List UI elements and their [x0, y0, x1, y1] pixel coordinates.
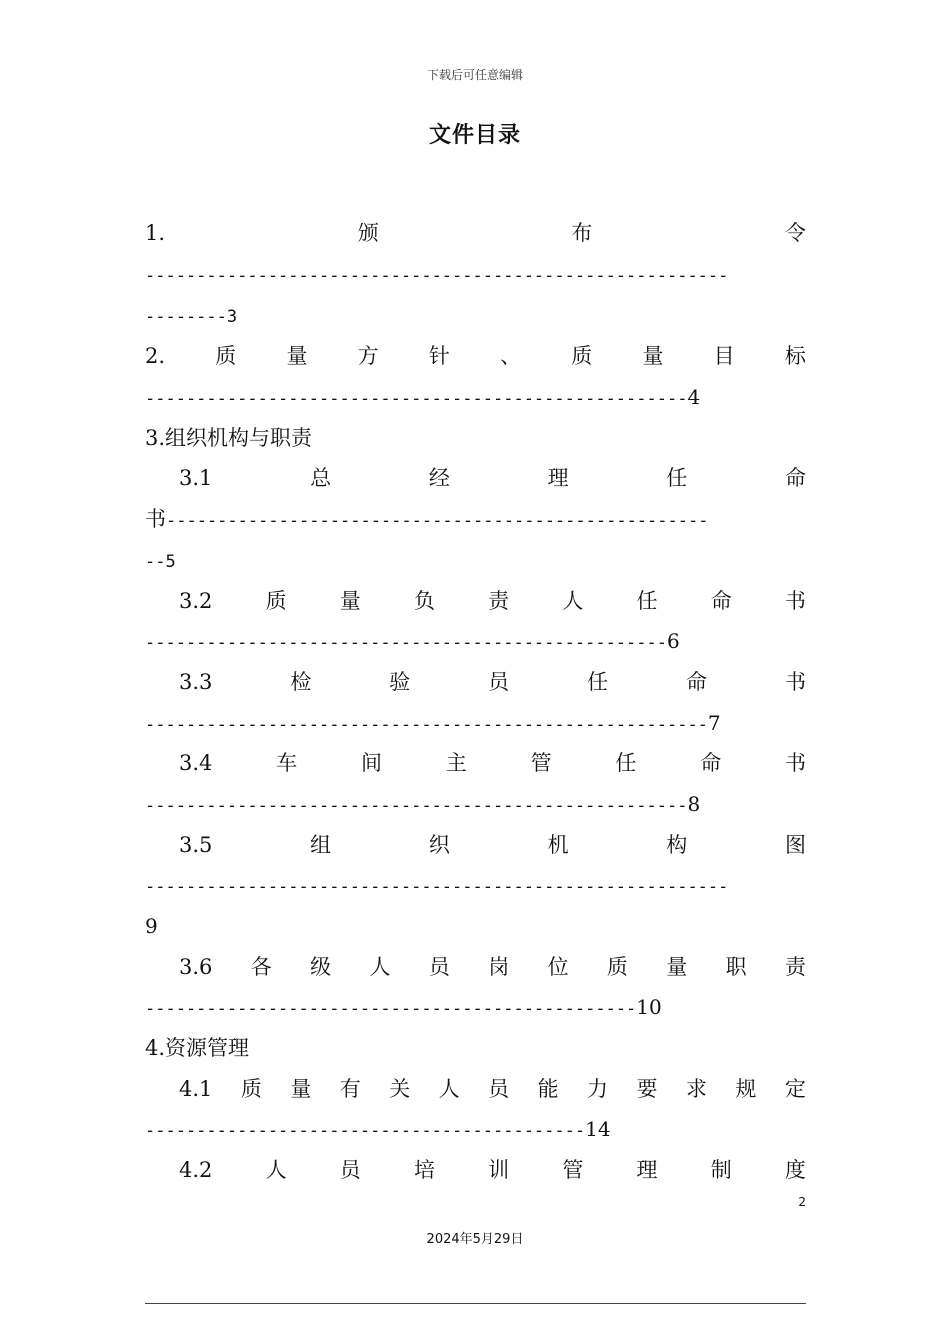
- toc-word: 岗: [488, 955, 510, 979]
- page-number: 2: [798, 1195, 806, 1209]
- toc-entry-3-4[interactable]: [179, 748, 806, 778]
- toc-word: 质: [240, 1077, 262, 1101]
- toc-word: 书: [784, 751, 806, 775]
- toc-word: 图: [785, 833, 806, 857]
- toc-word: 1.: [145, 221, 166, 245]
- toc-page-ref: 4: [687, 385, 701, 409]
- toc-word: 责: [488, 589, 510, 613]
- toc-word: 4.1: [179, 1077, 213, 1101]
- toc-page-ref: --5: [145, 552, 176, 572]
- toc-word: 命: [785, 466, 806, 490]
- toc-word: 度: [784, 1158, 806, 1182]
- toc-word: 量: [666, 955, 688, 979]
- toc-word: 理: [636, 1158, 658, 1182]
- toc-word: 车: [276, 751, 298, 775]
- toc-word: 3.1: [179, 466, 213, 490]
- toc-word: 量: [286, 344, 308, 368]
- toc-word: 理: [547, 466, 569, 490]
- toc-word: 书: [784, 670, 806, 694]
- toc-entry-3-6[interactable]: [179, 952, 806, 982]
- toc-word: 3.5: [179, 833, 213, 857]
- toc-word: 力: [587, 1077, 609, 1101]
- toc-word: 规: [735, 1077, 757, 1101]
- toc-page-ref: --------3: [145, 307, 238, 327]
- toc-entry-4[interactable]: 4.资源管理: [145, 1036, 250, 1060]
- toc-leader-3-1: [145, 504, 806, 534]
- toc-word: 质: [265, 589, 287, 613]
- toc-word: 标: [784, 344, 806, 368]
- toc-leader-2: [145, 382, 806, 412]
- toc-page-ref: 7: [707, 711, 721, 735]
- toc-word: 间: [361, 751, 382, 775]
- toc-word: 3.3: [179, 670, 213, 694]
- toc-word: 质: [571, 344, 593, 368]
- toc-word: 3.4: [179, 751, 213, 775]
- toc-word: 命: [686, 670, 708, 694]
- toc-word: 构: [666, 833, 688, 857]
- toc-word: 方: [357, 344, 379, 368]
- toc-leader-1: [145, 259, 806, 289]
- toc-word: 质: [606, 955, 628, 979]
- toc-word: 任: [666, 466, 688, 490]
- toc-word: 书: [145, 507, 166, 531]
- toc-word: 命: [710, 589, 732, 613]
- toc-word: 量: [290, 1077, 312, 1101]
- toc-entry-3-2[interactable]: [179, 586, 806, 616]
- toc-word: 3.2: [179, 589, 213, 613]
- toc-word: 管: [530, 751, 552, 775]
- dot-leader: -----------------------------------------------------: [145, 796, 688, 816]
- toc-entry-1[interactable]: [145, 218, 806, 248]
- toc-leader-3-2: [145, 626, 806, 656]
- toc-word: 训: [488, 1158, 510, 1182]
- toc-entry-3-1[interactable]: [179, 463, 806, 493]
- toc-word: 级: [310, 955, 332, 979]
- toc-leader-3-5: [145, 870, 806, 900]
- toc-entry-2[interactable]: [145, 341, 806, 371]
- toc-leader-3-1-end: [145, 545, 806, 575]
- toc-word: 人: [562, 589, 584, 613]
- toc-word: 制: [710, 1158, 732, 1182]
- toc-word: 能: [537, 1077, 559, 1101]
- toc-word: 2.: [145, 344, 166, 368]
- dot-leader: -------------------------------------------: [145, 1121, 586, 1141]
- toc-word: 目: [713, 344, 735, 368]
- toc-page-ref: 8: [687, 792, 701, 816]
- toc-word: 员: [488, 670, 510, 694]
- toc-word: 主: [445, 751, 467, 775]
- toc-word: 任: [587, 670, 609, 694]
- toc-word: 求: [685, 1077, 707, 1101]
- dot-leader: ---------------------------------------------------------: [145, 266, 729, 286]
- toc-page-ref: 10: [636, 995, 662, 1019]
- toc-word: 布: [571, 221, 593, 245]
- toc-word: 定: [784, 1077, 806, 1101]
- toc-word: 人: [369, 955, 391, 979]
- toc-leader-3-5-end: [145, 911, 806, 941]
- toc-word: 量: [642, 344, 664, 368]
- toc-word: 培: [413, 1158, 435, 1182]
- toc-word: 3.6: [179, 955, 213, 979]
- toc-leader-3-3: [145, 708, 806, 738]
- toc-word: 验: [389, 670, 411, 694]
- toc-leader-1-end: [145, 300, 806, 330]
- toc-leader-3-4: [145, 789, 806, 819]
- toc-word: 量: [339, 589, 361, 613]
- toc-word: 要: [636, 1077, 658, 1101]
- dot-leader: ---------------------------------------------------: [145, 633, 667, 653]
- toc-word: 针: [428, 344, 450, 368]
- toc-word: 管: [562, 1158, 584, 1182]
- toc-word: 、: [500, 344, 522, 368]
- toc-word: 关: [389, 1077, 411, 1101]
- toc-word: 员: [488, 1077, 510, 1101]
- toc-page-ref: 14: [585, 1117, 611, 1141]
- toc-word: 员: [339, 1158, 361, 1182]
- page-header-note: 下载后可任意编辑: [426, 68, 523, 82]
- toc-word: 员: [428, 955, 450, 979]
- toc-word: 任: [615, 751, 637, 775]
- toc-word: 质: [215, 344, 237, 368]
- toc-word: 令: [784, 221, 806, 245]
- toc-word: 位: [547, 955, 569, 979]
- toc-word: 组: [310, 833, 332, 857]
- toc-word: 人: [438, 1077, 460, 1101]
- toc-page-ref: 6: [666, 629, 680, 653]
- toc-word: 机: [547, 833, 569, 857]
- dot-leader: -------------------------------------------------------: [145, 715, 708, 735]
- dot-leader: ---------------------------------------------------------: [145, 877, 729, 897]
- dot-leader: -----------------------------------------------------: [166, 511, 709, 531]
- toc-leader-3-6: [145, 992, 806, 1022]
- dot-leader: -----------------------------------------------------: [145, 389, 688, 409]
- toc-word: 颁: [357, 221, 379, 245]
- toc-page-ref: 9: [145, 914, 158, 938]
- toc-word: 织: [428, 833, 450, 857]
- toc-word: 职: [725, 955, 747, 979]
- toc-word: 责: [785, 955, 806, 979]
- toc-word: 各: [250, 955, 272, 979]
- toc-word: 总: [310, 466, 332, 490]
- toc-word: 人: [265, 1158, 287, 1182]
- toc-word: 有: [339, 1077, 361, 1101]
- toc-leader-4-1: [145, 1114, 806, 1144]
- toc-word: 检: [290, 670, 312, 694]
- toc-entry-3[interactable]: 3.组织机构与职责: [145, 426, 313, 450]
- toc-entry-4-1[interactable]: [179, 1074, 806, 1104]
- toc-entry-3-5[interactable]: [179, 830, 806, 860]
- toc-word: 命: [700, 751, 722, 775]
- toc-entry-4-2[interactable]: [179, 1155, 806, 1185]
- dot-leader: ------------------------------------------------: [145, 999, 637, 1019]
- document-title: 文件目录: [428, 123, 521, 148]
- toc-word: 书: [784, 589, 806, 613]
- toc-entry-3-3[interactable]: [179, 667, 806, 697]
- toc-word: 负: [413, 589, 435, 613]
- toc-word: 任: [636, 589, 658, 613]
- toc-word: 4.2: [179, 1158, 213, 1182]
- footer-date: 2024年5月29日: [426, 1232, 524, 1247]
- toc-word: 经: [428, 466, 450, 490]
- footer-divider: [145, 1303, 806, 1304]
